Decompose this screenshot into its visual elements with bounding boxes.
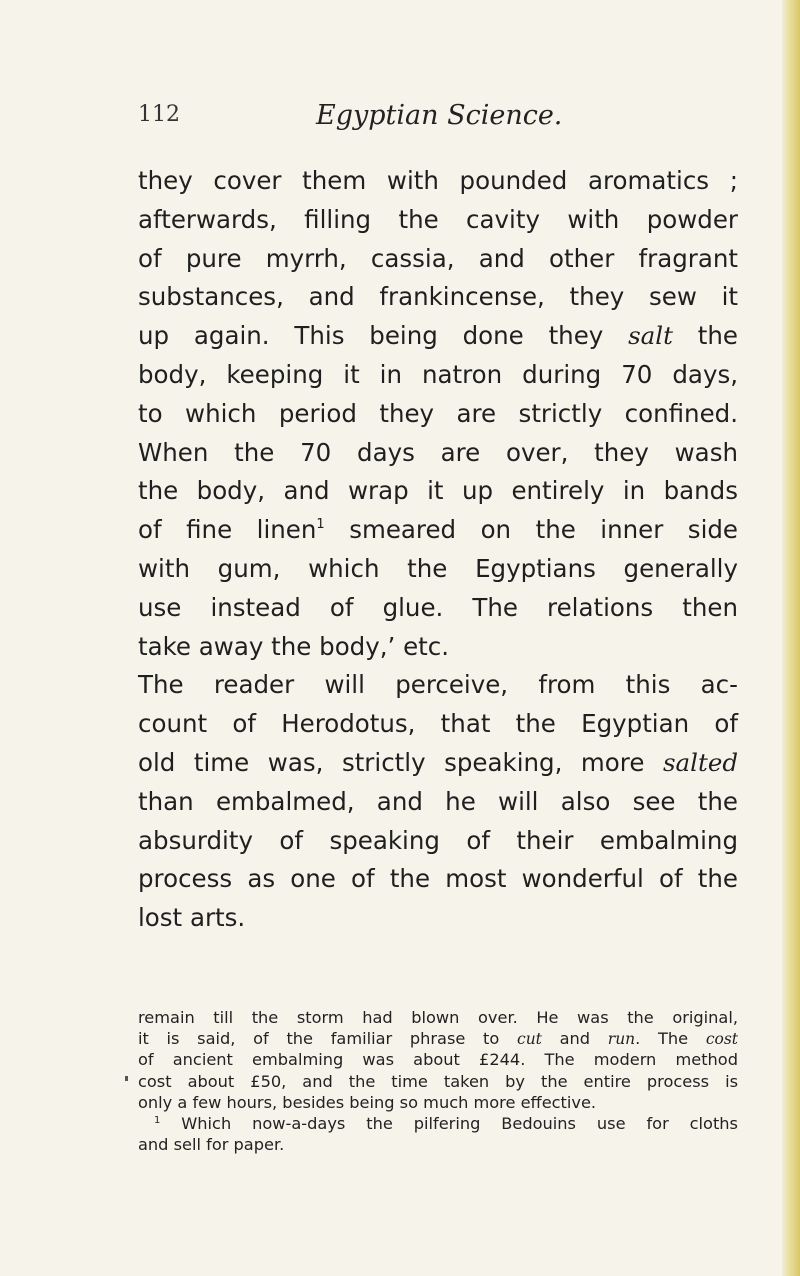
body-line: use instead of glue. The relations then (138, 592, 738, 622)
running-title: Egyptian Science. (316, 100, 563, 131)
body-line: absurdity of speaking of their embalming (138, 825, 738, 855)
footnotes (138, 1007, 738, 1155)
italic-word: cost (705, 1030, 739, 1049)
body-line: they cover them with pounded aromatics ; (138, 166, 738, 195)
footnote-marker: 1 (154, 1114, 161, 1126)
page-number: 112 (138, 102, 180, 127)
body-line: substances, and frankincense, they sew it (138, 282, 738, 312)
italic-word: salted (662, 747, 738, 777)
italic-word: cut (517, 1030, 542, 1049)
body-line: When the 70 days are over, they wash (138, 437, 738, 467)
italic-word: run (607, 1030, 636, 1049)
page-edge (782, 0, 800, 1276)
footnote-marker: 1 (316, 517, 325, 533)
footnote-line: cost about £50, and the time taken by the entire process is (138, 1071, 738, 1091)
body-line: lost arts. (138, 903, 246, 933)
body-line: the body, and wrap it up entirely in bands (138, 476, 738, 506)
body-line: to which period they are strictly confined. (138, 398, 738, 428)
footnote-line: of ancient embalming was about £244. The modern method (138, 1050, 738, 1070)
footnote-line: it is said, of the familiar phrase to cut and run. The cost (138, 1029, 739, 1049)
footnote-line: and sell for paper. (138, 1135, 285, 1155)
italic-word: salt (628, 321, 673, 351)
body-line: process as one of the most wonderful of the (138, 864, 738, 894)
footnote-line: only a few hours, besides being so much more effective. (138, 1092, 597, 1112)
running-head (138, 100, 738, 140)
body-text (138, 162, 738, 938)
body-line: of pure myrrh, cassia, and other fragrant (138, 243, 738, 273)
body-line: count of Herodotus, that the Egyptian of (138, 709, 738, 739)
body-line: of fine linen$^1$ smeared on the inner side (138, 515, 739, 545)
footnote-line: remain till the storm had blown over. He was the original, (138, 1008, 738, 1027)
body-line: afterwards, filling the cavity with powder (138, 204, 738, 234)
body-line: The reader will perceive, from this ac- (138, 670, 738, 700)
print-speck (125, 1076, 128, 1081)
footnote-line: $^1$ Which now-a-days the pilfering Bedouins use for cloths (154, 1113, 738, 1133)
body-line: take away the body,’ etc. (138, 631, 450, 661)
body-line: up again. This being done they salt the (138, 321, 738, 351)
body-line: than embalmed, and he will also see the (138, 786, 738, 816)
body-line: with gum, which the Egyptians generally (138, 553, 738, 583)
body-line: old time was, strictly speaking, more salted (138, 747, 738, 777)
body-line: body, keeping it in natron during 70 days, (138, 359, 738, 389)
